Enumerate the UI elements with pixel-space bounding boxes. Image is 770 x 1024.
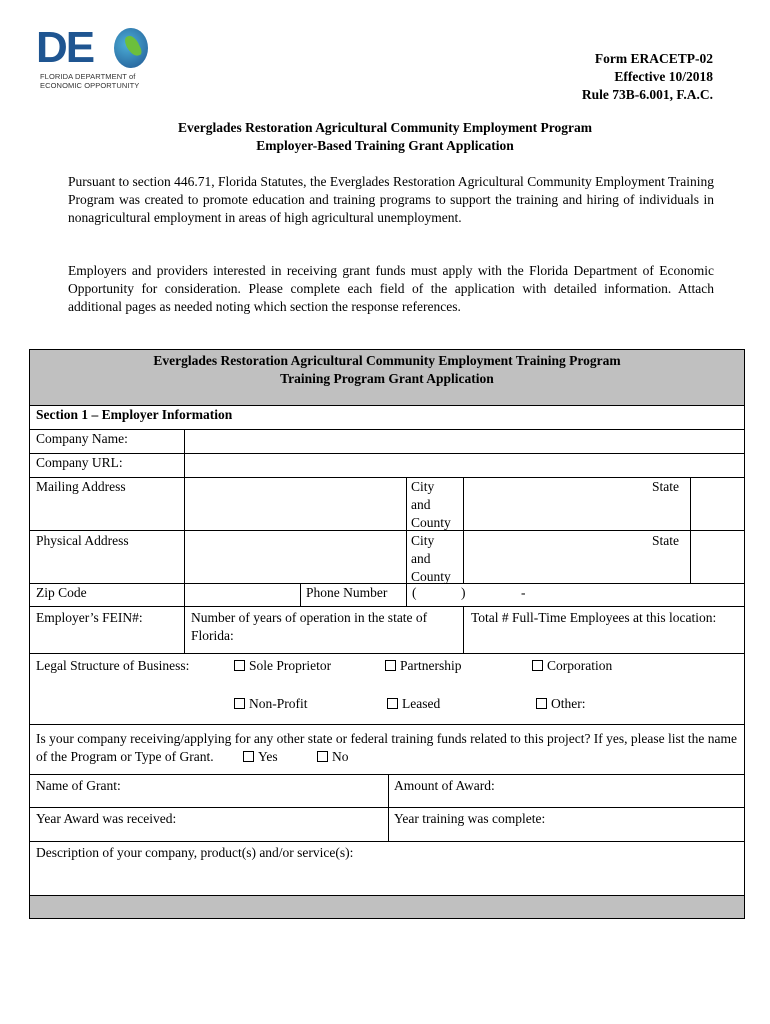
phone-dash: - [521, 585, 526, 600]
no-checkbox[interactable] [317, 751, 328, 762]
deo-logo [36, 23, 148, 92]
logo-letters: DE [36, 23, 94, 72]
rule-reference: Rule 73B-6.001, F.A.C. [581, 87, 713, 102]
year-received-label: Year Award was received: [36, 811, 177, 826]
title-line-1: Everglades Restoration Agricultural Community Employment Program [177, 120, 593, 135]
mailing-address-field[interactable] [185, 478, 406, 530]
option-partnership[interactable] [385, 657, 462, 675]
company-name-label: Company Name: [36, 431, 128, 446]
physical-city-field[interactable] [464, 531, 649, 583]
checkbox[interactable] [385, 660, 396, 671]
mailing-city-field[interactable] [464, 478, 649, 530]
option-label: Partnership [400, 658, 462, 673]
mailing-city-county-label [411, 478, 451, 532]
option-non-profit[interactable] [234, 695, 308, 713]
company-url-label: Company URL: [36, 455, 123, 470]
form-footer-bar [30, 896, 744, 918]
logo-subtitle [40, 73, 139, 90]
and-label: and [411, 551, 431, 566]
phone-number-label: Phone Number [306, 585, 388, 600]
option-label: Sole Proprietor [249, 658, 332, 673]
mailing-state-label: State [652, 479, 679, 494]
checkbox[interactable] [387, 698, 398, 709]
option-label: Leased [402, 696, 441, 711]
logo-line-1: FLORIDA DEPARTMENT of [40, 72, 136, 81]
checkbox[interactable] [532, 660, 543, 671]
years-operation-label: Number of years of operation in the state of Florida: [191, 610, 428, 643]
option-label: Corporation [547, 658, 613, 673]
phone-paren-close: ) [461, 585, 466, 600]
description-label: Description of your company, product(s) and/or service(s): [36, 845, 354, 860]
application-form [29, 349, 745, 919]
company-url-field[interactable] [185, 454, 744, 477]
option-sole-proprietor[interactable] [234, 657, 331, 675]
yes-checkbox[interactable] [243, 751, 254, 762]
year-complete-label: Year training was complete: [394, 811, 546, 826]
section-1-heading: Section 1 – Employer Information [36, 407, 233, 422]
option-label: Non-Profit [249, 696, 308, 711]
form-meta [582, 50, 713, 104]
county-label: County [411, 515, 451, 530]
intro-paragraph-2: Employers and providers interested in receiving grant funds must apply with the Florida Department of Economic Opportunity for consideration. Please complete each field of the application with detailed information. Attach additional pages as needed noting which section the response references. [68, 263, 714, 314]
grant-name-label: Name of Grant: [36, 778, 121, 793]
intro-paragraph-1: Pursuant to section 446.71, Florida Statutes, the Everglades Restoration Agricultural Community Employment Training Program was created to promote education and training programs to support the training and hiring of individuals in nonagricultural employment in areas of high agricultural unemployment. [68, 174, 714, 225]
option-label: Other: [551, 696, 586, 711]
county-label: County [411, 569, 451, 584]
option-leased[interactable] [387, 695, 440, 713]
city-label: City [411, 533, 435, 548]
form-number: Form ERACETP-02 [594, 51, 713, 66]
and-label: and [411, 497, 431, 512]
checkbox[interactable] [234, 660, 245, 671]
fein-label: Employer’s FEIN#: [36, 610, 143, 625]
checkbox[interactable] [234, 698, 245, 709]
form-header-line-2: Training Program Grant Application [280, 371, 494, 386]
effective-date: Effective 10/2018 [614, 69, 713, 84]
phone-number-field[interactable] [407, 584, 744, 606]
city-label: City [411, 479, 435, 494]
form-header [30, 350, 744, 405]
no-label: No [332, 749, 349, 764]
option-corporation[interactable] [532, 657, 612, 675]
checkbox[interactable] [536, 698, 547, 709]
title-line-2: Employer-Based Training Grant Application [256, 138, 514, 153]
yes-label: Yes [258, 749, 278, 764]
physical-address-label: Physical Address [36, 533, 129, 548]
phone-paren-open: ( [412, 585, 417, 600]
mailing-address-label: Mailing Address [36, 479, 126, 494]
physical-state-label: State [652, 533, 679, 548]
zip-code-label: Zip Code [36, 585, 87, 600]
mailing-state-field[interactable] [691, 478, 744, 530]
company-name-field[interactable] [185, 430, 744, 453]
zip-code-field[interactable] [185, 584, 300, 606]
description-field[interactable] [30, 862, 744, 895]
option-other[interactable] [536, 695, 586, 713]
legal-structure-label: Legal Structure of Business: [36, 658, 190, 673]
award-amount-label: Amount of Award: [394, 778, 495, 793]
form-header-line-1: Everglades Restoration Agricultural Community Employment Training Program [153, 353, 621, 368]
other-funds-question [36, 730, 740, 766]
document-title [0, 119, 770, 155]
florida-globe-icon [114, 28, 148, 68]
physical-state-field[interactable] [691, 531, 744, 583]
physical-city-county-label [411, 532, 451, 586]
total-employees-label: Total # Full-Time Employees at this location: [471, 610, 717, 625]
other-funds-text: Is your company receiving/applying for any other state or federal training funds related to this project? If yes, please list the name of the Program or Type of Grant. [36, 731, 738, 764]
logo-line-2: ECONOMIC OPPORTUNITY [40, 80, 140, 90]
physical-address-field[interactable] [185, 531, 406, 583]
